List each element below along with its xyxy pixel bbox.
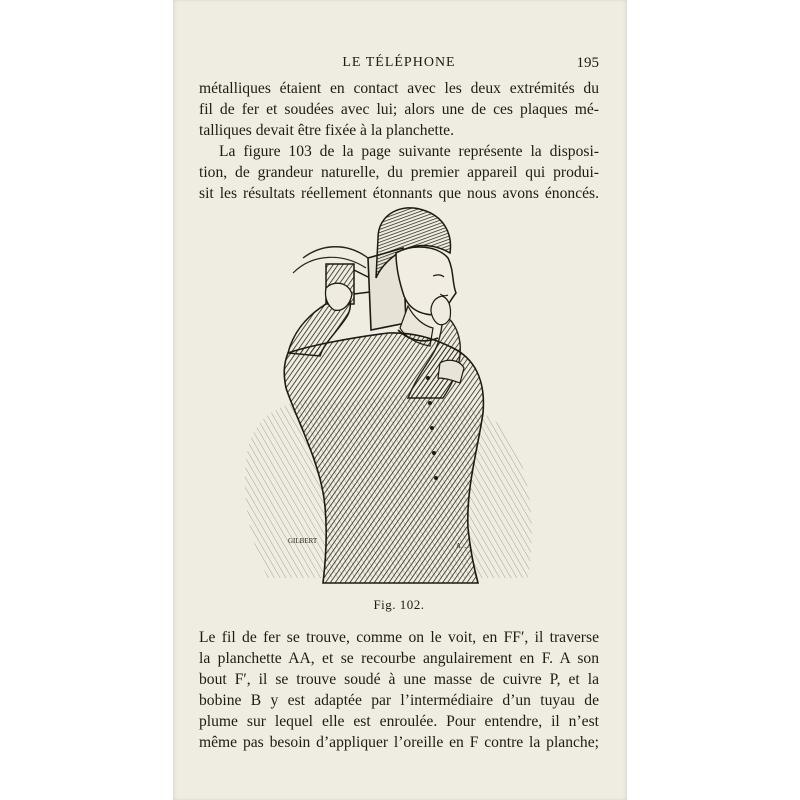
text-line: tion, de grandeur naturelle, du premier appareil qui produi-: [199, 164, 599, 181]
text-line: sit les résultats réellement étonnants que nous avons énoncés.: [199, 185, 599, 202]
text-line: Le fil de fer se trouve, comme on le voit, en FF′, il traverse: [199, 629, 599, 646]
text-line: bobine B y est adaptée par l’intermédiaire d’un tuyau de: [199, 692, 599, 709]
engraving-illustration: [228, 198, 548, 593]
text-line: talliques devait être fixée à la planchette.: [199, 122, 455, 139]
bodice-button: [428, 401, 432, 405]
running-title: LE TÉLÉPHONE: [342, 55, 456, 70]
text-line: bout F′, il se trouve soudé à une masse de cuivre P, et la: [199, 671, 599, 688]
paragraph-top: [199, 78, 599, 204]
text-line: la planchette AA, et se recourbe angulairement en F. A son: [199, 650, 599, 667]
book-page: [173, 0, 627, 800]
bodice-button: [434, 476, 438, 480]
text-line: métalliques étaient en contact avec les deux extrémités du: [199, 80, 599, 97]
page-number: 195: [576, 55, 599, 71]
text-line: La figure 103 de la page suivante représente la disposi-: [219, 143, 599, 160]
paragraph-bottom: [199, 627, 599, 753]
signature-left: GILBERT: [288, 537, 318, 545]
figure-caption: Fig. 102.: [373, 597, 425, 612]
signature-right: A. ...: [456, 542, 470, 550]
bodice-button: [432, 451, 436, 455]
bodice-button: [430, 426, 434, 430]
text-line: même pas besoin d’appliquer l’oreille en F contre la planche;: [199, 734, 599, 751]
telephone-wire: [303, 247, 368, 258]
text-line: plume sur lequel elle est enroulée. Pour entendre, il n’est: [199, 713, 599, 730]
bodice-button: [426, 376, 430, 380]
right-hand: [431, 296, 451, 325]
text-line: fil de fer et soudées avec lui; alors une de ces plaques mé-: [199, 101, 599, 118]
running-head: [199, 55, 599, 75]
